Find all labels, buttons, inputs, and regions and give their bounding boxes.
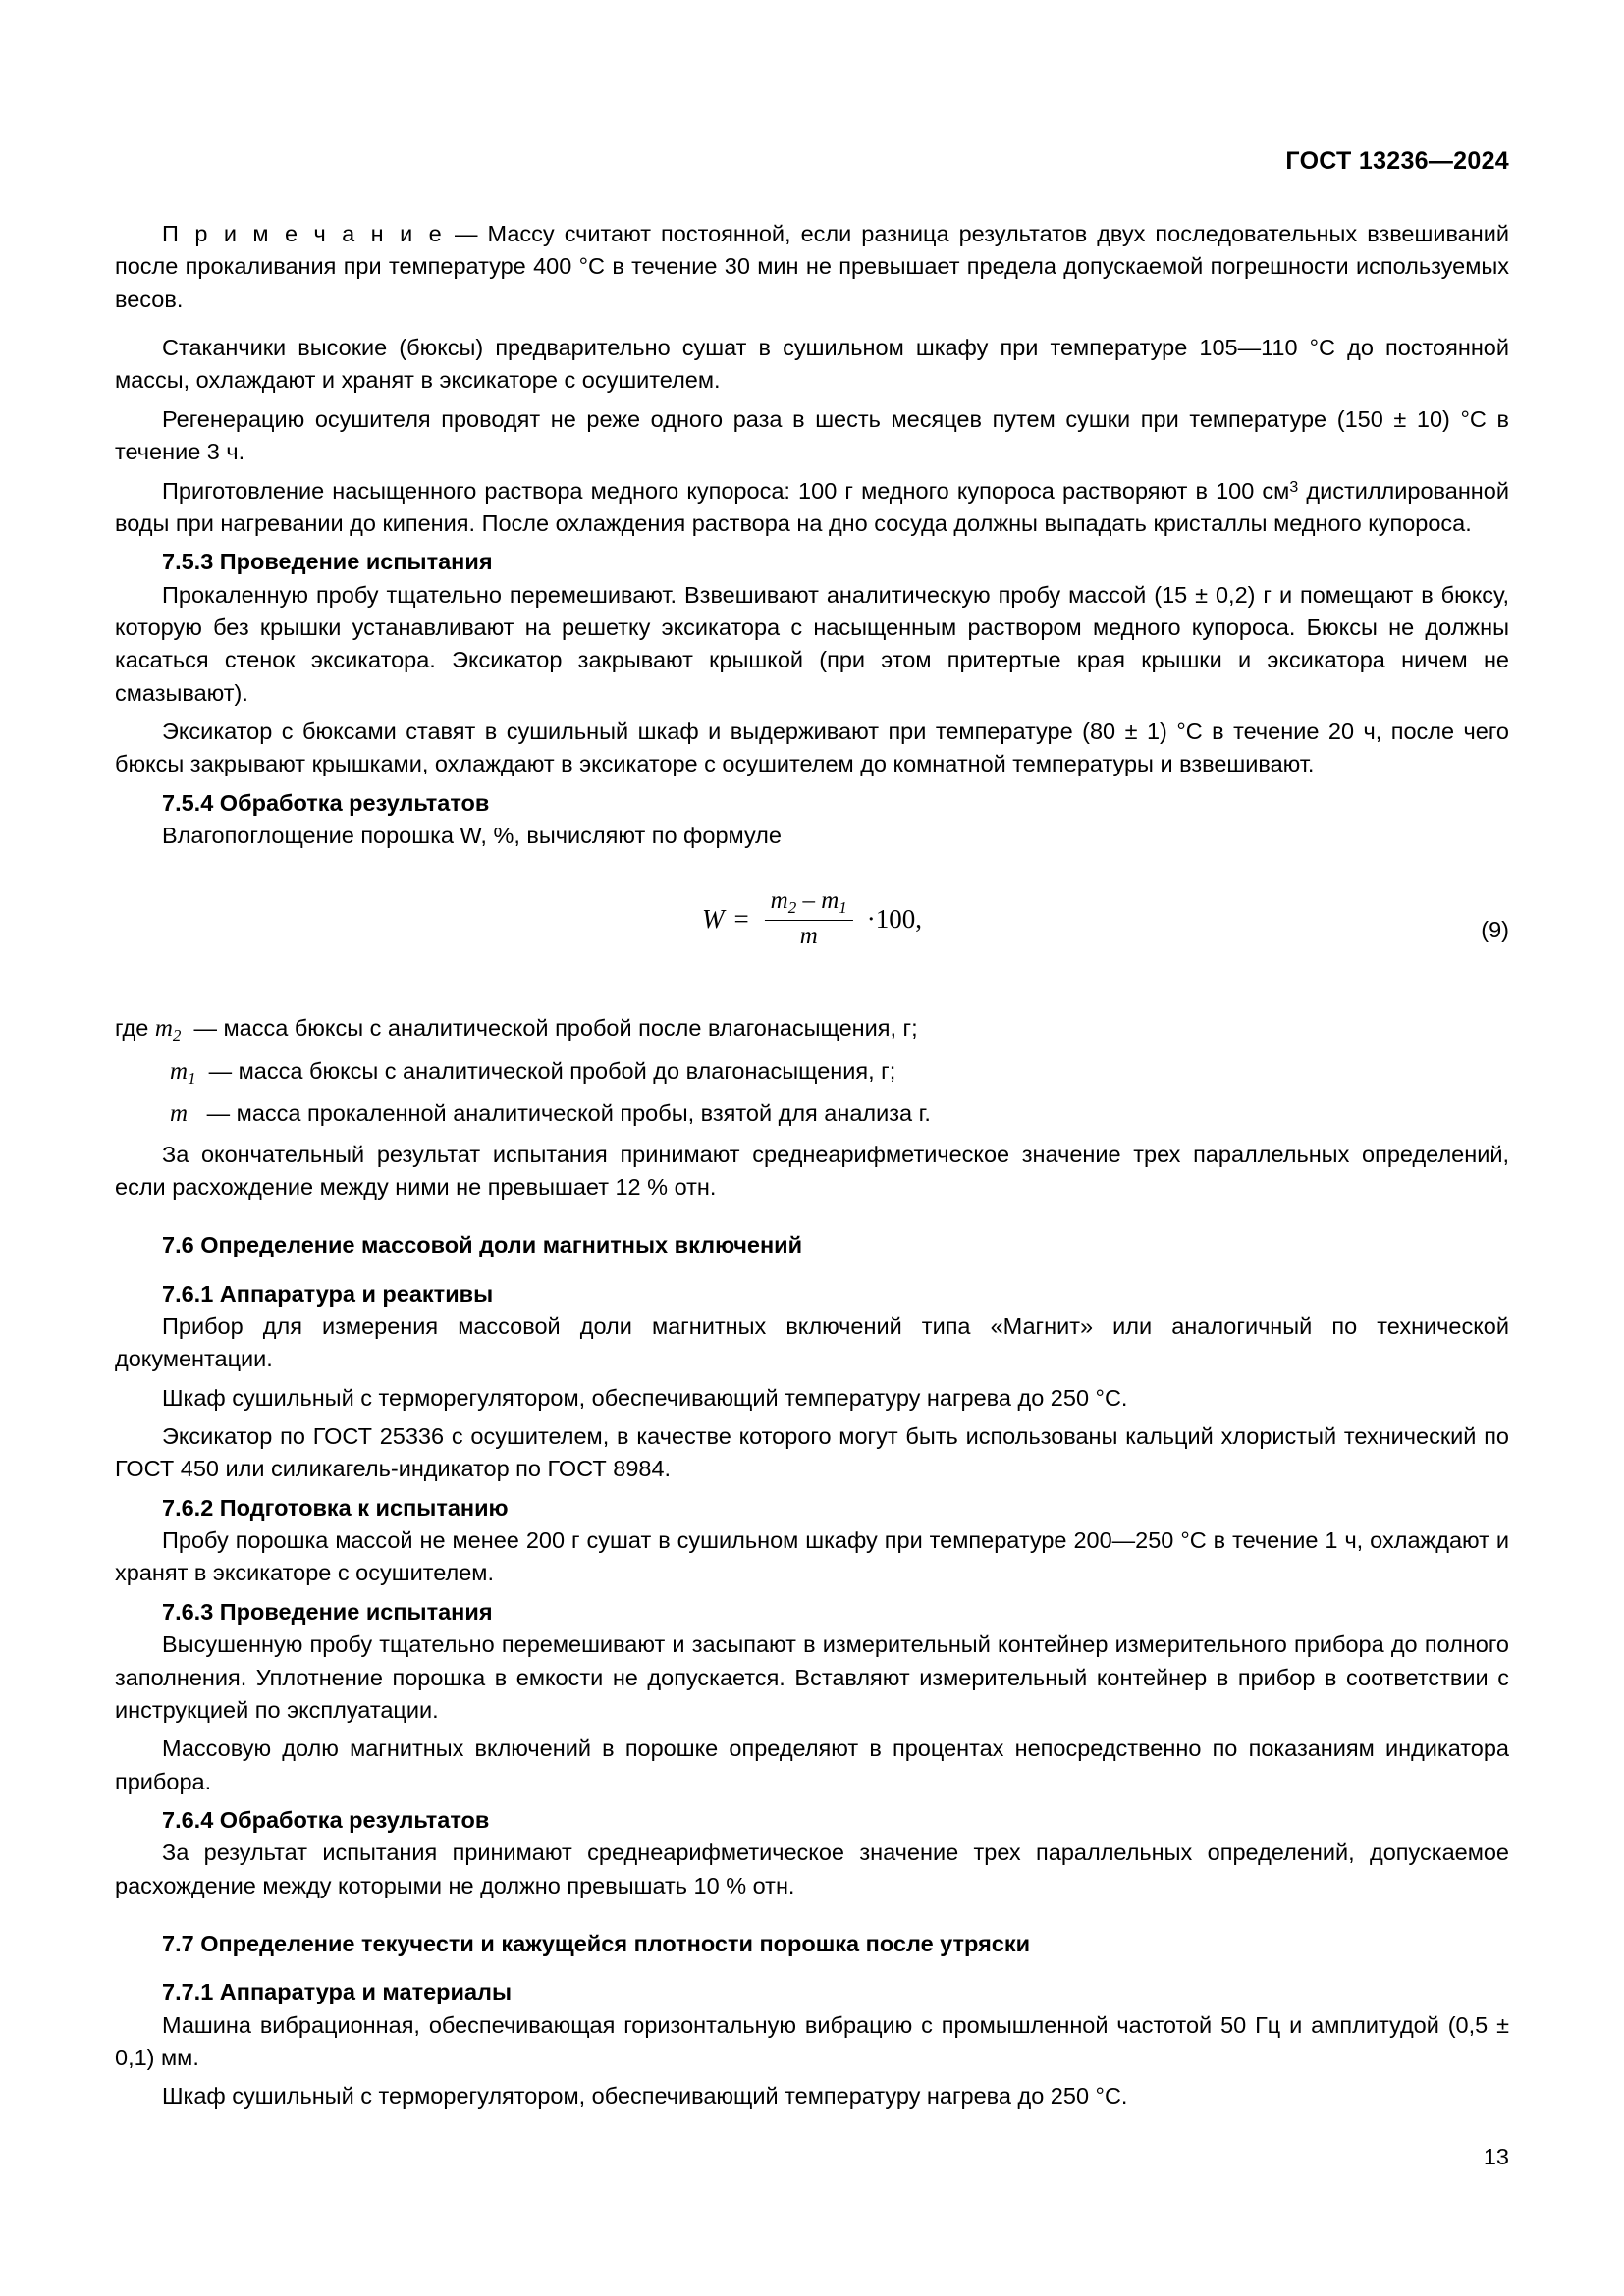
paragraph-solution: [115, 475, 1509, 541]
paragraph-7-6-1-a: Прибор для измерения массовой доли магнитных включений типа «Магнит» или аналогичный по технической документации.: [115, 1312, 1509, 1372]
heading-7-6-2: 7.6.2 Подготовка к испытанию: [162, 1494, 509, 1521]
definition-m1: $m_1$ — масса бюксы с аналитической пробой до влагонасыщения, г;: [115, 1054, 1509, 1091]
definition-where-label: где $m_2$: [115, 1015, 182, 1045]
definition-m: [115, 1096, 1509, 1132]
paragraph-7-5-4: Влагопоглощение порошка W, %, вычисляют по формуле: [162, 823, 782, 849]
paragraph-7-5-3-a: Прокаленную пробу тщательно перемешивают. Взвешивают аналитическую пробу массой (15 ± 0,2) г и помещают в бюксу, которую без крышки устанавливают на решетку эксикатора с насыщенным раствором медного купороса. Бюксы не должны касаться стенок эксикатора. Эксикатор закрывают крышкой (при этом притертые края крышки и эксикатора ничем не смазывают).: [115, 581, 1509, 706]
paragraph-7-6-3-a: Высушенную пробу тщательно перемешивают и засыпают в измерительный контейнер измерительного прибора до полного заполнения. Уплотнение порошка в емкости не допускается. Вставляют измерительный контейнер в прибор в соответствии с инструкцией по эксплуатации.: [115, 1631, 1509, 1723]
paragraph-regeneration: Регенерацию осушителя проводят не реже одного раза в шесть месяцев путем сушки при температуре (150 ± 10) °С в течение 3 ч.: [115, 405, 1509, 465]
formula-equals: =: [733, 903, 749, 934]
paragraph-7-6-4: За результат испытания принимают среднеарифметическое значение трех параллельных определений, допускаемое расхождение между которыми не должно превышать 10 % отн.: [115, 1840, 1509, 1898]
paragraph-7-7-1-b: Шкаф сушильный с терморегулятором, обеспечивающий температуру нагрева до 250 °С.: [162, 2083, 1128, 2109]
page-number: 13: [1483, 2144, 1509, 2169]
definition-m1-text: — масса бюксы с аналитической пробой до влагонасыщения, г;: [208, 1057, 896, 1084]
paragraph-7-6-2: Пробу порошка массой не менее 200 г сушат в сушильном шкафу при температуре 200—250 °С в течение 1 ч, охлаждают и хранят в эксикаторе с осушителем.: [115, 1527, 1509, 1586]
definition-m-symbol: m: [170, 1100, 189, 1128]
heading-7-7-1: 7.7.1 Аппаратура и материалы: [162, 1979, 513, 2005]
paragraph-solution-superscript: 3: [1289, 478, 1299, 496]
note-label: П р и м е ч а н и е: [162, 221, 445, 246]
heading-7-6-4: 7.6.4 Обработка результатов: [162, 1806, 490, 1833]
heading-7-6: 7.6 Определение массовой доли магнитных включений: [162, 1232, 803, 1258]
formula-denominator: m: [765, 920, 853, 950]
paragraph-solution-part1: Приготовление насыщенного раствора медного купороса: 100 г медного купороса растворяют в 100 см: [162, 477, 1290, 504]
paragraph-cups: Стаканчики высокие (бюксы) предварительно сушат в сушильном шкафу при температуре 105—110 °С до постоянной массы, охлаждают и хранят в эксикаторе с осушителем.: [115, 335, 1509, 394]
heading-7-5-3: 7.5.3 Проведение испытания: [162, 549, 493, 575]
heading-7-5-4: 7.5.4 Обработка результатов: [162, 789, 490, 816]
formula-numerator: $m_2 - m_1$: [770, 887, 847, 918]
heading-7-6-3: 7.6.3 Проведение испытания: [162, 1598, 493, 1625]
formula-block-9: [115, 887, 1509, 982]
paragraph-7-5-3-b: Эксикатор с бюксами ставят в сушильный шкаф и выдерживают при температуре (80 ± 1) °С в течение 20 ч, после чего бюксы закрывают крышками, охлаждают в эксикаторе с осушителем до комнатной температуры и взвешивают.: [115, 719, 1509, 777]
heading-7-7: 7.7 Определение текучести и кажущейся плотности порошка после утряски: [162, 1931, 1031, 1957]
definition-m2-text: — масса бюксы с аналитической пробой после влагонасыщения, г;: [193, 1015, 918, 1041]
formula-tail: ·100,: [866, 903, 923, 934]
definition-m2-symbol: m: [154, 1015, 173, 1042]
definition-m2: [115, 1011, 1509, 1047]
heading-7-6-1: 7.6.1 Аппаратура и реактивы: [162, 1280, 494, 1307]
paragraph-7-6-3-b: Массовую долю магнитных включений в порошке определяют в процентах непосредственно по показаниям индикатора прибора.: [115, 1735, 1509, 1794]
definition-m-text: — масса прокаленной аналитической пробы, взятой для анализа г.: [206, 1100, 931, 1127]
note-paragraph: [115, 218, 1509, 316]
formula-lhs: W: [701, 903, 725, 934]
page-header-standard-number: ГОСТ 13236—2024: [1285, 147, 1509, 175]
paragraph-final-result: За окончательный результат испытания принимают среднеарифметическое значение трех параллельных определений, если расхождение между ними не превышает 12 % отн.: [115, 1141, 1509, 1200]
definition-m1-symbol: m: [170, 1057, 189, 1085]
paragraph-solution-part2: дистиллированной воды при нагревании до кипения. После охлаждения раствора на дно сосуда должны выпадать кристаллы медного купороса.: [115, 477, 1509, 536]
paragraph-7-6-1-c: Эксикатор по ГОСТ 25336 с осушителем, в качестве которого могут быть использованы кальций хлористый технический по ГОСТ 450 или силикагель-индикатор по ГОСТ 8984.: [115, 1423, 1509, 1482]
formula-number: (9): [1481, 917, 1509, 943]
page-content: [115, 218, 1509, 2113]
formula-fraction: [765, 887, 853, 950]
paragraph-7-7-1-a: Машина вибрационная, обеспечивающая горизонтальную вибрацию с промышленной частотой 50 Гц и амплитудой (0,5 ± 0,1) мм.: [115, 2011, 1509, 2071]
note-text: — Массу считают постоянной, если разница результатов двух последовательных взвешиваний после прокаливания при температуре 400 °С в течение 30 мин не превышает предела допускаемой погрешности используемых весов.: [115, 221, 1509, 312]
paragraph-7-6-1-b: Шкаф сушильный с терморегулятором, обеспечивающий температуру нагрева до 250 °С.: [162, 1384, 1128, 1411]
formula-moisture-absorption: [702, 887, 922, 950]
